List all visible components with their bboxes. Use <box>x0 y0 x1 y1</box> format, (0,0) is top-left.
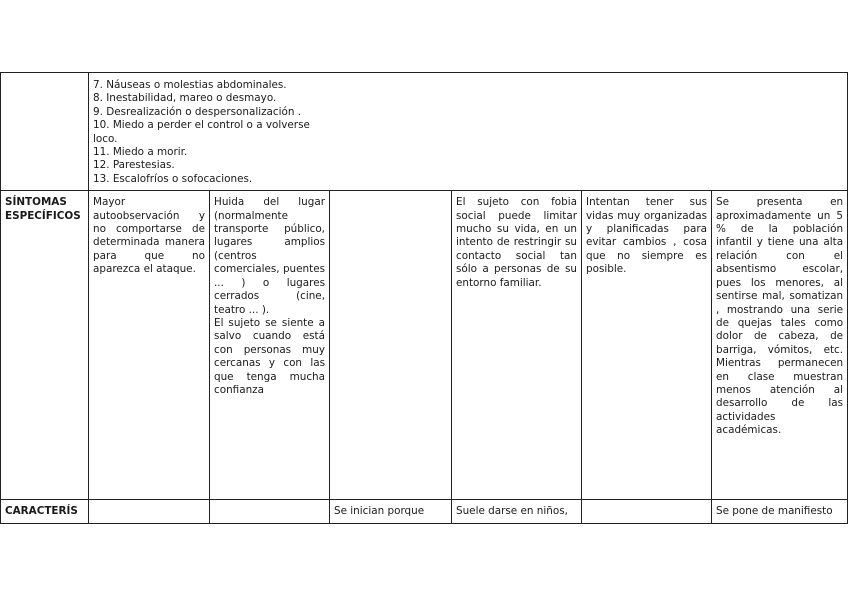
table-cell <box>210 500 330 524</box>
row-label-characteristics: CARACTERÍS <box>1 500 89 524</box>
comparison-table <box>0 72 848 524</box>
list-item: 9. Desrealización o despersonalización . <box>93 105 302 118</box>
table-cell <box>330 191 452 500</box>
table-row-specific-symptoms <box>1 191 848 500</box>
table-cell: El sujeto con fobia social puede limitar mucho su vida, en un intento de restringir su contacto social tan sólo a personas de su entorno familiar. <box>452 191 582 500</box>
list-item: 12. Parestesias. <box>93 159 175 172</box>
list-item: 7. Náuseas o molestias abdominales. <box>93 79 287 91</box>
table-cell <box>582 500 712 524</box>
cell-paragraph: El sujeto se siente a salvo cuando está con personas muy cercanas y con las que tenga mucha confianza <box>214 316 325 396</box>
table-cell: Se inician porque <box>330 500 452 524</box>
cell-paragraph: Huida del lugar (normalmente transporte público, lugares amplios (centros comerciales, puentes ... ) o lugares cerrados (cine, teatro ... ). <box>214 196 325 316</box>
list-item: 10. Miedo a perder el control o a volverse loco. <box>93 119 310 145</box>
row-label-specific-symptoms: SÍNTOMAS ESPECÍFICOS <box>1 191 89 500</box>
table-cell: Mayor autoobservación y no comportarse de determinada manera para que no aparezca el ataque. <box>89 191 210 500</box>
table-cell: Suele darse en niños, <box>452 500 582 524</box>
table-cell: Se presenta en aproximadamente un 5 % de la población infantil y tiene una alta relación con el absentismo escolar, pues los menores, al sentirse mal, somatizan , mostrando una serie de quejas tales como dolor de cabeza, de barriga, vómitos, etc. Mientras permanecen en clase muestran menos atención al desarrollo de las actividades académicas. <box>712 191 848 500</box>
table-row-characteristics <box>1 500 848 524</box>
symptom-list-cell <box>89 73 848 191</box>
table-cell: Se pone de manifiesto <box>712 500 848 524</box>
table-cell <box>210 191 330 500</box>
list-item: 8. Inestabilidad, mareo o desmayo. <box>93 92 277 105</box>
list-item: 13. Escalofríos o sofocaciones. <box>93 172 253 185</box>
table-cell <box>89 500 210 524</box>
row-label-empty <box>1 73 89 191</box>
table-row-list <box>1 73 848 191</box>
list-item: 11. Miedo a morir. <box>93 146 188 159</box>
table-cell: Intentan tener sus vidas muy organizadas y planificadas para evitar cambios , cosa que no siempre es posible. <box>582 191 712 500</box>
